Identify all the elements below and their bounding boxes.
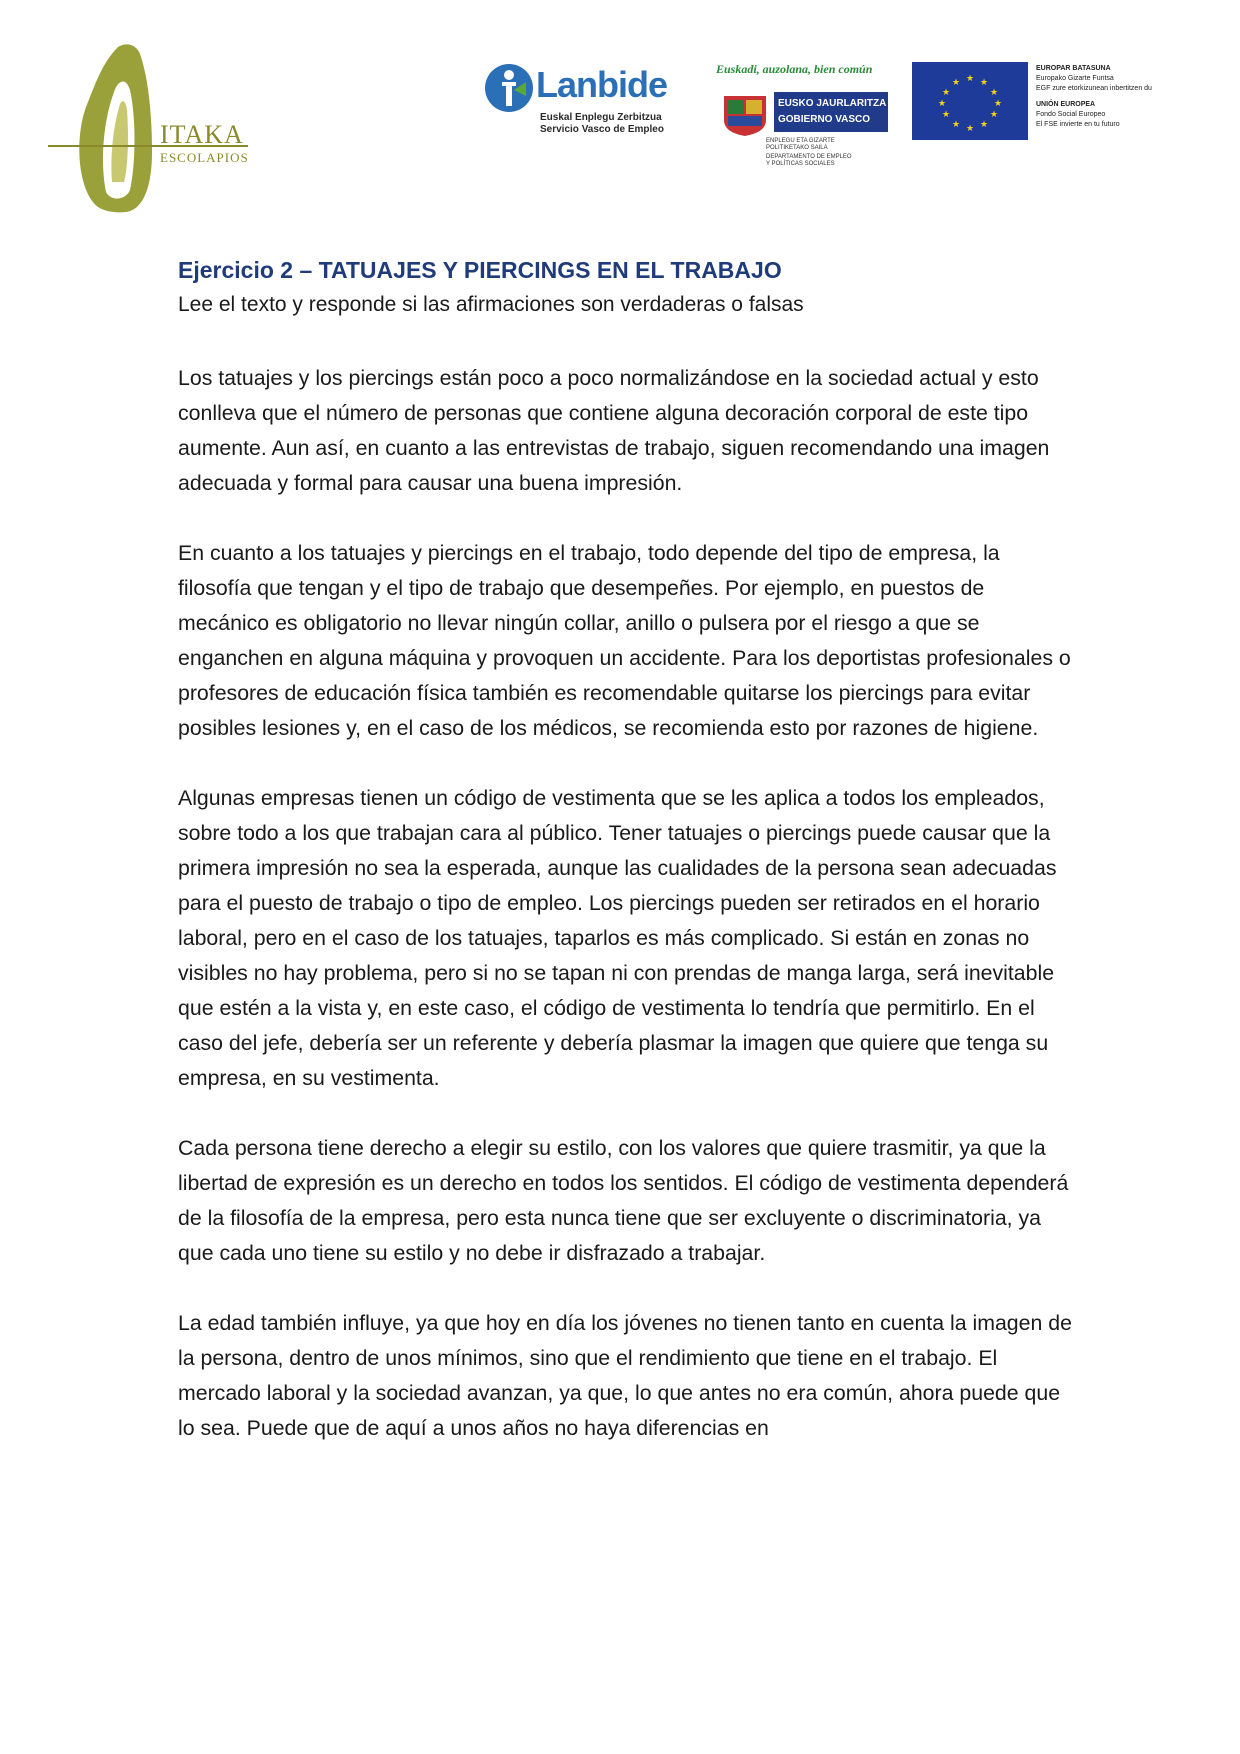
svg-text:★: ★ — [965, 124, 975, 134]
exercise-instructions: Lee el texto y responde si las afirmaciones son verdaderas o falsas — [178, 293, 804, 316]
svg-text:★: ★ — [951, 120, 961, 130]
dept-line1: ENPLEGU ETA GIZARTE — [766, 138, 835, 144]
gov-banner — [774, 92, 888, 132]
paragraph: Algunas empresas tienen un código de vestimenta que se les aplica a todos los empleados, sobre todo a los que trabajan cara al público. Tener tatuajes o piercings puede causar que la primera impresión no sea la esperada, aunque las cualidades de la persona sean adecuadas para el puesto de trabajo o tipo de empleo. Los piercings pueden ser retirados en el horario laboral, pero en el caso de los tatuajes, taparlos es más complicado. Si están en zonas no visibles no hay problema, pero si no se tapan ni con prendas de manga larga, será inevitable que estén a la vista y, en este caso, el código de vestimenta lo tendría que permitirlo. En el caso del jefe, debería ser un referente y debería plasmar la imagen que quiere que tenga su empresa, en su vestimenta. — [178, 786, 1057, 1090]
gov-basque: EUSKO JAURLARITZA — [778, 98, 887, 109]
dept-line2: POLITIKETAKO SAILA — [766, 145, 828, 151]
itaka-escolapios-logo — [48, 42, 288, 217]
svg-text:★: ★ — [937, 99, 947, 109]
dept-line4: Y POLÍTICAS SOCIALES — [766, 161, 835, 167]
exercise-title: Ejercicio 2 – TATUAJES Y PIERCINGS EN EL TRABAJO — [178, 257, 782, 283]
gobierno-vasco-logo — [712, 62, 892, 172]
svg-text:★: ★ — [941, 110, 951, 120]
eu-line2: Europako Gizarte Funtsa — [1036, 75, 1114, 82]
lanbide-line1: Euskal Enplegu Zerbitzua — [540, 112, 662, 123]
paragraph: Los tatuajes y los piercings están poco a poco normalizándose en la sociedad actual y esto conlleva que el número de personas que contiene alguna decoración corporal de este tipo aumente. Aun así, en cuanto a las entrevistas de trabajo, siguen recomendando una imagen adecuada y formal para causar una buena impresión. — [178, 366, 1050, 495]
european-union-logo — [912, 62, 1192, 146]
eu-line6: El FSE invierte en tu futuro — [1036, 121, 1120, 128]
eu-line5: Fondo Social Europeo — [1036, 111, 1106, 118]
document-body — [178, 254, 1078, 1446]
svg-text:★: ★ — [989, 88, 999, 98]
eu-line1: EUROPAR BATASUNA — [1036, 65, 1111, 72]
page-header — [0, 0, 1240, 230]
eu-line4: UNIÓN EUROPEA — [1036, 101, 1096, 108]
lanbide-logo — [484, 62, 684, 152]
gov-spanish: GOBIERNO VASCO — [778, 114, 871, 125]
lanbide-line2: Servicio Vasco de Empleo — [540, 124, 664, 135]
svg-text:★: ★ — [979, 120, 989, 130]
svg-text:★: ★ — [951, 78, 961, 88]
itaka-name: ITAKA — [160, 120, 244, 149]
dept-line3: DEPARTAMENTO DE EMPLEO — [766, 154, 852, 160]
paragraph: Cada persona tiene derecho a elegir su estilo, con los valores que quiere trasmitir, ya que la libertad de expresión es un derecho en todos los sentidos. El código de vestimenta dependerá de la filosofía de la empresa, pero esta nunca tiene que ser excluyente o discriminatoria, ya que cada uno tiene su estilo y no debe ir disfrazado a trabajar. — [178, 1136, 1069, 1265]
eu-line3: EGF zure etorkizunean inbertitzen du — [1036, 85, 1152, 92]
euskadi-slogan: Euskadi, auzolana, bien común — [716, 62, 873, 76]
lanbide-circle-icon — [484, 62, 534, 114]
svg-text:★: ★ — [979, 78, 989, 88]
svg-text:★: ★ — [989, 110, 999, 120]
lanbide-name: Lanbide — [536, 64, 668, 105]
paragraph: La edad también influye, ya que hoy en día los jóvenes no tienen tanto en cuenta la imagen de la persona, dentro de unos mínimos, sino que el rendimiento que tiene en el trabajo. El mercado laboral y la sociedad avanzan, ya que, lo que antes no era común, ahora puede que lo sea. Puede que de aquí a unos años no haya diferencias en — [178, 1311, 1072, 1440]
svg-text:★: ★ — [941, 88, 951, 98]
svg-text:★: ★ — [965, 74, 975, 84]
eu-flag-icon — [912, 62, 1028, 140]
svg-text:★: ★ — [993, 99, 1003, 109]
paragraph: En cuanto a los tatuajes y piercings en el trabajo, todo depende del tipo de empresa, la filosofía que tengan y el tipo de trabajo que desempeñes. Por ejemplo, en puestos de mecánico es obligatorio no llevar ningún collar, anillo o pulsera por el riesgo a que se enganchen en alguna máquina y provoquen un accidente. Para los deportistas profesionales o profesores de educación física también es recomendable quitarse los piercings para evitar posibles lesiones y, en el caso de los médicos, se recomienda esto por razones de higiene. — [178, 541, 1071, 740]
basque-coat-of-arms-icon — [718, 92, 772, 136]
itaka-sub: ESCOLAPIOS — [160, 150, 249, 165]
